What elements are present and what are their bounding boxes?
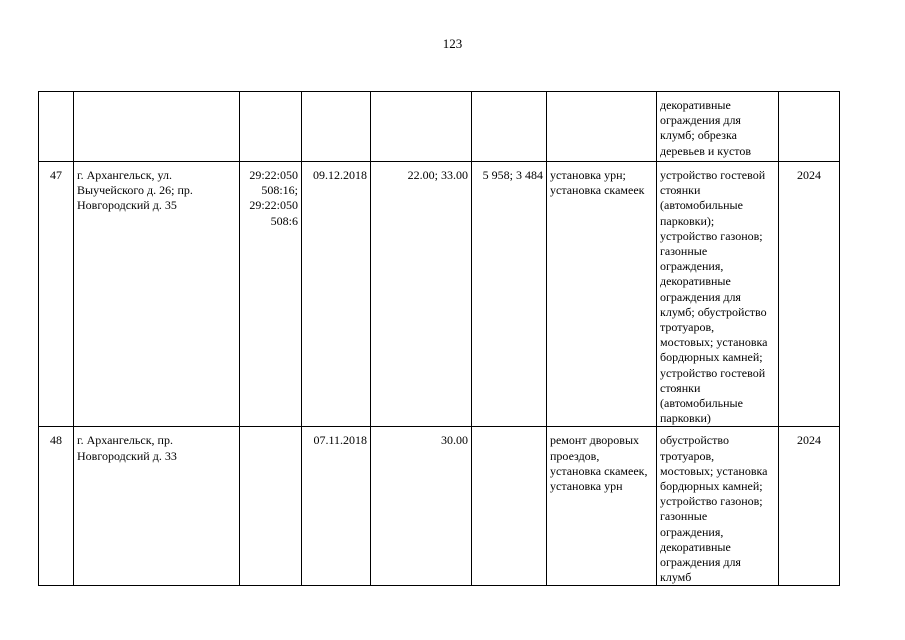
cell-cadastral-number: [240, 427, 302, 586]
cell-planned-works: декоративные ограждения для клумб; обрезка деревьев и кустов: [657, 92, 779, 162]
cell-date: 07.11.2018: [302, 427, 371, 586]
page-number: 123: [442, 36, 463, 51]
cell-address: г. Архангельск, ул. Выучейского д. 26; пр. Новгородский д. 35: [74, 162, 240, 427]
cell-size: [472, 92, 547, 162]
cell-completed-works: ремонт дворовых проездов, установка скамеек, установка урн: [547, 427, 657, 586]
cell-number: [39, 92, 74, 162]
table-row: [39, 162, 840, 427]
cell-completed-works: [547, 92, 657, 162]
cell-year: 2024: [779, 427, 840, 586]
cell-size: 5 958; 3 484: [472, 162, 547, 427]
cell-address: г. Архангельск, пр. Новгородский д. 33: [74, 427, 240, 586]
cell-planned-works: устройство гостевой стоянки (автомобильные парковки); устройство газонов; газонные ограждения, декоративные ограждения для клумб; обустройство тротуаров, мостовых; установка бордюрных камней; устройство гостевой стоянки (автомобильные парковки): [657, 162, 779, 427]
cell-number: 47: [39, 162, 74, 427]
cell-completed-works: установка урн; установка скамеек: [547, 162, 657, 427]
cell-area: 30.00: [371, 427, 472, 586]
cell-number: 48: [39, 427, 74, 586]
cell-year: 2024: [779, 162, 840, 427]
cell-year: [779, 92, 840, 162]
cell-planned-works: обустройство тротуаров, мостовых; установка бордюрных камней; устройство газонов; газонные ограждения, декоративные ограждения для клумб: [657, 427, 779, 586]
cell-size: [472, 427, 547, 586]
cell-area: 22.00; 33.00: [371, 162, 472, 427]
table-row: [39, 92, 840, 162]
cell-date: [302, 92, 371, 162]
cell-address: [74, 92, 240, 162]
cell-area: [371, 92, 472, 162]
cell-date: 09.12.2018: [302, 162, 371, 427]
cell-cadastral-number: 29:22:050 508:16; 29:22:050 508:6: [240, 162, 302, 427]
data-table: [38, 91, 840, 586]
table-row: [39, 427, 840, 586]
cell-cadastral-number: [240, 92, 302, 162]
